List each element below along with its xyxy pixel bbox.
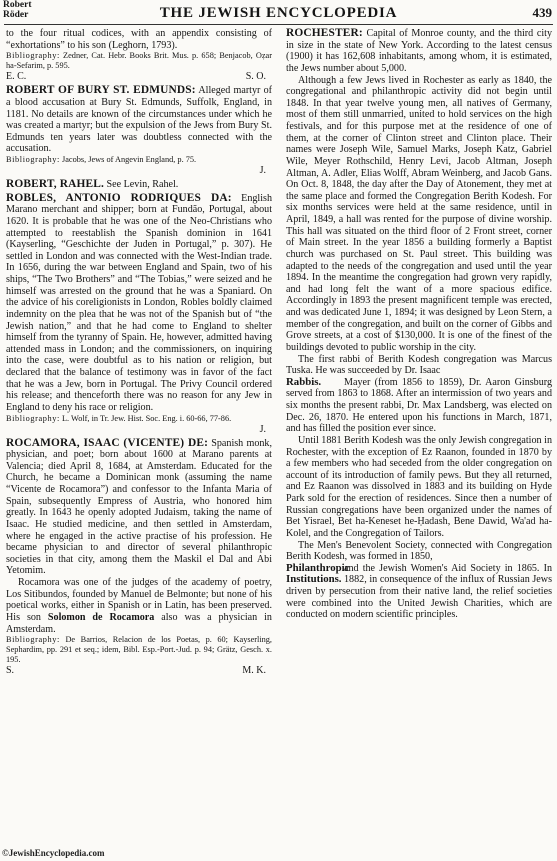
article-robert-bury: ROBERT OF BURY ST. EDMUNDS: Alleged martyr of a blood accusation at Bury St. Edmunds, Suffolk, England, in 1181. No details are known of the circumstances under which he was created a martyr; but the expulsion of the Jews from Bury St. Edmunds ten years later was doubtless connected with the accusation.: [6, 84, 272, 155]
page-title: THE JEWISH ENCYCLOPEDIA: [159, 5, 398, 21]
article-headword: ROCHESTER:: [286, 27, 363, 39]
article-robert-rahel: [6, 179, 272, 191]
article-headword: ROCAMORA, ISAAC (VICENTE) DE:: [6, 436, 209, 449]
page-number: 439: [532, 5, 552, 20]
article-paragraph: Rocamora was one of the judges of the academy of poetry, Los Sitibundos, founded by Manuel de Belmonte; but none of his poetical works, either in Spanish or in Latin, has been preserved. His son Solomon de Rocamora also was a physician in Amsterdam.: [6, 577, 272, 635]
cross-reference-link[interactable]: See Levin, Rahel.: [106, 179, 179, 190]
side-heading-philanthropic: Philanthropic Institutions.: [286, 561, 350, 586]
article-paragraph: Rabbis. Mayer (from 1856 to 1859), Dr. Aaron Ginsburg served from 1863 to 1868. After an intermission of two years and six months the present rabbi, Dr. Max Landsberg, was elected on Dec. 26, 1870. He entered upon his functions in March, 1871, and has filled the position ever since.: [286, 375, 552, 435]
article-paragraph: The first rabbi of Berith Kodesh congregation was Marcus Tuska. He was succeeded by Dr. Isaac: [286, 353, 552, 377]
bibliography: Bibliography: Jacobs, Jews of Angevin England, p. 75.: [6, 155, 197, 164]
bold-name: Solomon de Rocamora: [47, 611, 155, 623]
signature-right: M. K.: [242, 665, 266, 677]
signature-row: [6, 665, 272, 677]
signature-right: S. O.: [245, 71, 266, 83]
watermark: ©JewishEncyclopedia.com: [2, 848, 105, 858]
page-header: [0, 0, 557, 24]
signature: J.: [259, 423, 266, 435]
article-paragraph: The Men's Benevolent Society, connected with Congregation Berith Kodesh, was formed in 1850,: [286, 539, 552, 563]
article-robles: ROBLES, ANTONIO RODRIQUES DA: English Marano merchant and shipper; born at Fundão, Portugal, about 1620. It is probable that he was one of the Neo-Christians who attempted to reestablish the Spanish dominion in 1641 (Kayserling, “Geschichte der Juden in Portugal,” p. 307). He settled in London and was connected with the West-Indian trade. In 1656, during the war between England and Spain, two of his ships, “The Two Brothers” and “The Tobias,” were seized and he himself was arrested on the ground that he was a Spaniard. On the advice of his coreligionists in London, Robles boldly claimed indemnity on the plea that he was not of the Spanish but of “the Jewish nation,” and that he had come to England to shelter himself from the tyranny of Spain. He, however, admitted having attended mass in London; and the commissioners, on inquiring into the case, were doubtful as to his nation or religion, but declared that the balance of testimony was in favor of the fact that he was a Jew, born in Portugal. The Privy Council ordered his release; and thenceforth there was no reason for any Jew in England to deny his race or religion.: [6, 191, 272, 413]
running-head-top: Robert: [3, 0, 32, 10]
article-headword: ROBERT OF BURY ST. EDMUNDS:: [6, 84, 196, 97]
header-rule: [4, 24, 553, 25]
bibliography: Bibliography: L. Wolf, in Tr. Jew. Hist. Soc. Eng. i. 60-66, 77-86.: [6, 413, 232, 423]
signature-left: E. C.: [6, 71, 27, 83]
right-column: [286, 28, 552, 621]
signature-row: [6, 71, 272, 83]
article-paragraph: Until 1881 Berith Kodesh was the only Jewish congregation in Rochester, with the exception of Ez Raanon, founded in 1870 by a few members who had seceded from the older congregation on account of its introduction of family pews. But they all returned, and Ez Raanon was dissolved in 1883 and its building on Hyde Park sold for the erection of residences. Since then a number of Russian congregations have been organized under the names of Bet Yisrael, Bet ha-Keneset he-Ḥadash, Bene Dawid, Wa'ad ha-Kolel, and the Congregation of Tailors.: [286, 434, 552, 539]
article-headword: ROBERT, RAHEL.: [6, 178, 105, 190]
signature: J.: [259, 165, 266, 176]
article-paragraph: Philanthropic Institutions. and the Jewish Women's Aid Society in 1865. In 1882, in consequence of the influx of Russian Jews driven by persecution from their native land, the relief societies were combined into the United Jewish Charities, which are conducted on modern scientific principles.: [286, 561, 552, 621]
article-rochester: ROCHESTER: Capital of Monroe county, and the third city in size in the state of New York. According to the latest census (1900) it has 162,608 inhabitants, among whom, it is estimated, the Jews number about 5,000.: [286, 27, 552, 74]
article-rocamora: ROCAMORA, ISAAC (VICENTE) DE: Spanish monk, physician, and poet; born about 1600 at Marano parents at Valencia; died April 8, 1684, at Amsterdam. Educated for the Church, he became a Dominican monk (assuming the name “Vicente de Rocamora”) and confessor to the Infanta Maria of Spain, subsequently Empress of Austria, who honored him greatly. In 1643 he openly adopted Judaism, taking the name of Isaac. He studied medicine, and then settled in Amsterdam, where he engaged in the active practise of his profession. He became physician to and director of several philanthropic societies in that city, among them the Maskil el Dal and Abi Yetomim.: [6, 436, 272, 577]
continued-paragraph: to the four ritual codices, with an appendix consisting of “exhortations” to his son (Leghorn, 1793).: [6, 28, 272, 51]
article-paragraph: Although a few Jews lived in Rochester as early as 1840, the congregational and philanthropic activity did not begin until 1848. In that year twelve young men, all natives of Germany, most of them still unmarried, united to hold services on the high festivals, and for this purpose met at the residence of one of them, at the corner of Clinton street and Clinton place. Their names were Joseph Wile, Samuel Marks, Joseph Katz, Gabriel Wile, Meyer Rothschild, Henry Levi, Jacob Altman, Joseph Altman, A. Adler, Elias Wolff, Abram Weinberg, and Jacob Gans. On Oct. 8, 1848, the day after the Day of Atonement, they met at the same place and formed the Congregation Berith Kodesh. For six months services were held at the same residence, until in April, 1849, a hall was rented for the purpose of divine worship. This hall was situated on the third floor of 2 Front street, corner of Main street. In the year 1856 a building formerly a Baptist church was purchased on St. Paul street. This building was adapted to the needs of the congregation and used until the year 1894. In the meantime the congregation had grown very rapidly, and had long felt the want of a more spacious edifice. Accordingly in 1893 the present magnificent temple was erected, and was dedicated June 1, 1894; it was designed by Leon Stern, a member of the congregation, and built on the corner of Gibbs and Grove streets, at a cost of $130,000. It is one of the finest of the buildings devoted to public worship in the city.: [286, 74, 552, 353]
bibliography: Bibliography: Zedner, Cat. Hebr. Books Brit. Mus. p. 658; Benjacob, Oẓar ha-Sefarim, p. 595.: [6, 51, 272, 71]
left-column: [6, 28, 272, 677]
running-head-bottom: Röder: [3, 10, 29, 20]
signature-left: S.: [6, 665, 15, 677]
bibliography: Bibliography: De Barrios, Relacion de los Poetas, p. 60; Kayserling, Sephardim, pp. 291 et seq.; idem, Bibl. Esp.-Port.-Jud. p. 94; Grätz, Gesch. x. 195.: [6, 635, 272, 665]
article-headword: ROBLES, ANTONIO RODRIQUES DA:: [6, 191, 232, 204]
side-heading-rabbis: Rabbis.: [286, 375, 322, 388]
